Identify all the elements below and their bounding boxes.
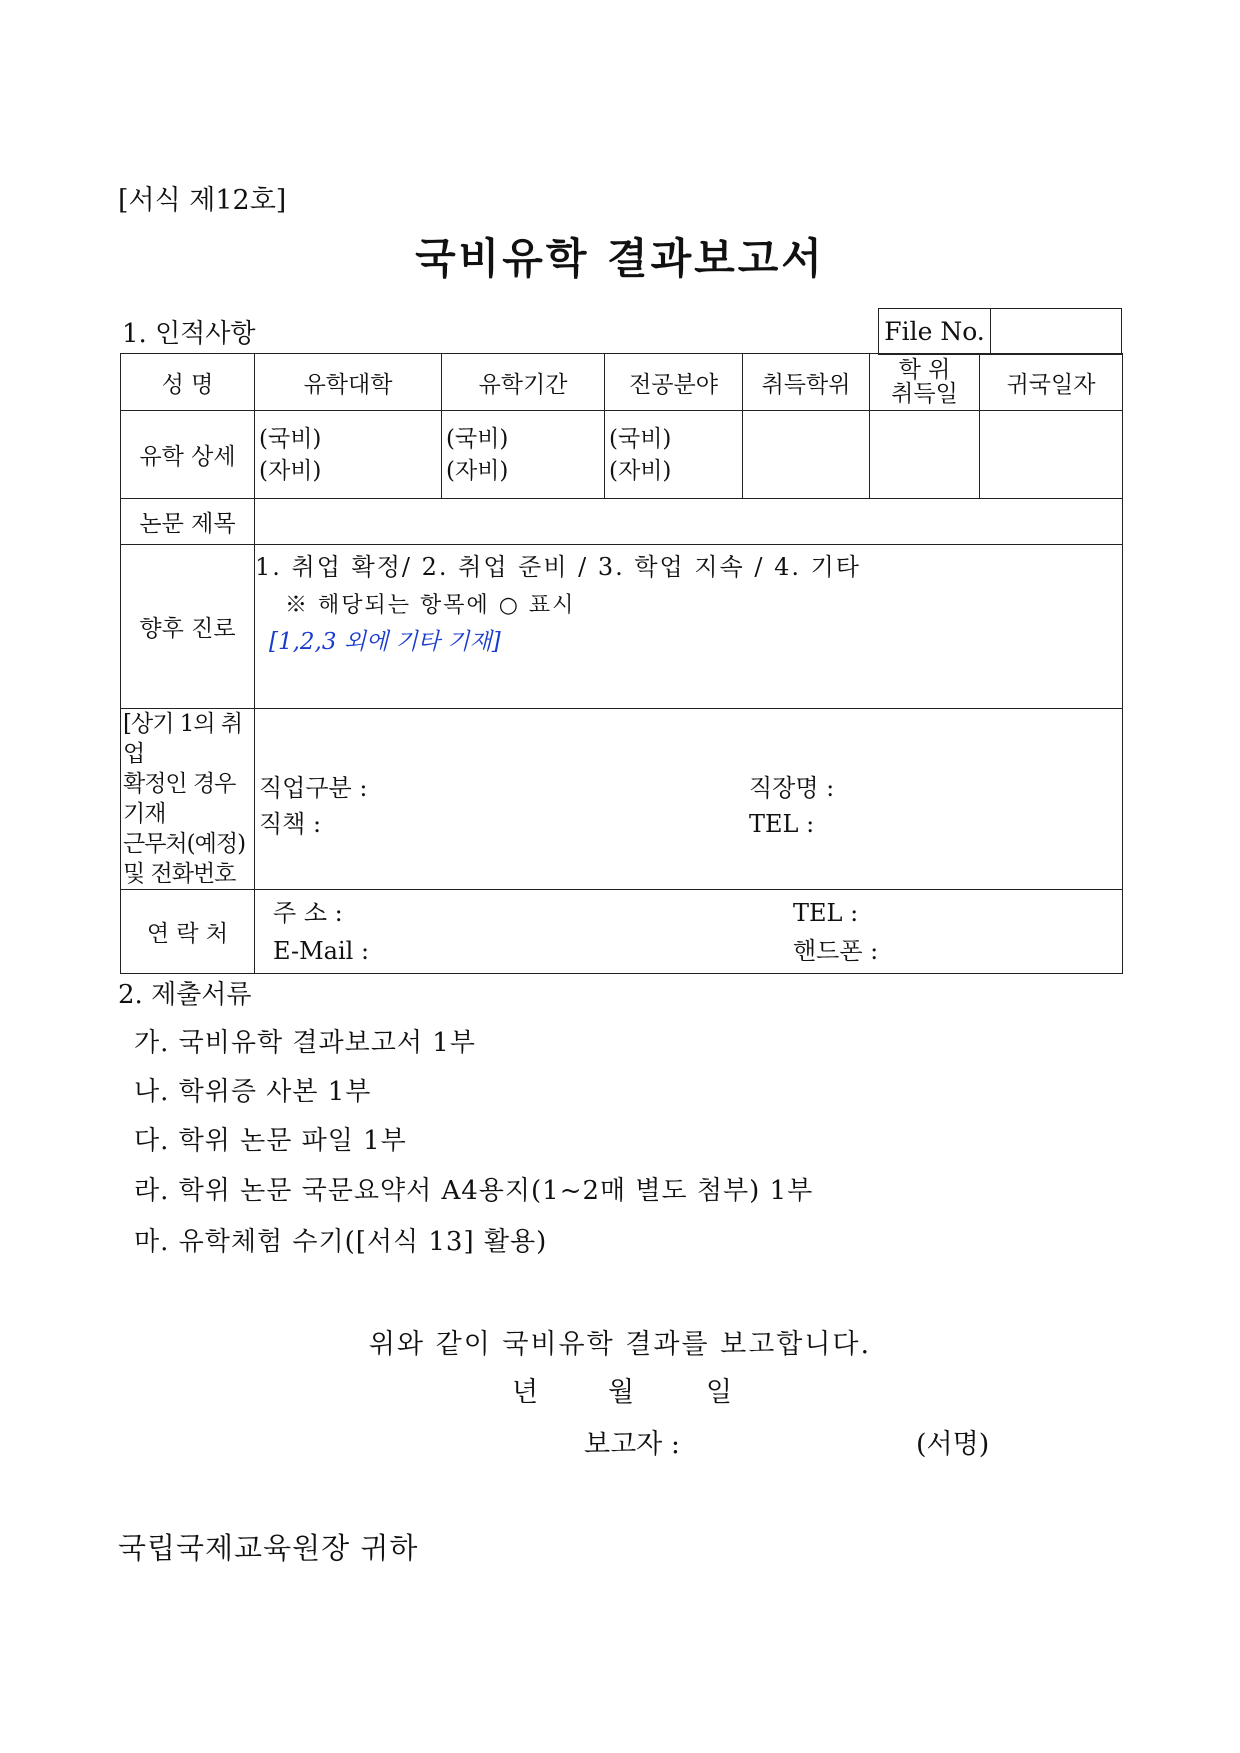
document-item-5: 마. 유학체험 수기([서식 13] 활용) (134, 1227, 548, 1257)
career-cell[interactable] (255, 545, 1123, 709)
file-no-box (878, 308, 1122, 355)
contact-cell[interactable] (255, 890, 1123, 974)
major-govt: (국비) (609, 425, 672, 452)
document-item-4: 라. 학위 논문 국문요약서 A4용지(1~2매 별도 첨부) 1부 (134, 1176, 814, 1206)
period-self: (자비) (446, 457, 509, 484)
employment-note-line3: 근무처(예정) (123, 831, 246, 857)
thesis-label: 논문 제목 (121, 499, 255, 545)
employment-note-line2: 확정인 경우 기재 (123, 771, 236, 827)
reporter-label: 보고자 : (584, 1429, 680, 1460)
thesis-row (121, 499, 1123, 545)
employment-line2 (259, 806, 1122, 842)
university-govt: (국비) (259, 425, 322, 452)
document-title: 국비유학 결과보고서 (415, 234, 825, 283)
employment-cell[interactable] (255, 709, 1123, 890)
work-tel-label: TEL : (749, 810, 815, 838)
date-year-label: 년 (512, 1377, 539, 1408)
career-options: 1. 취업 확정/ 2. 취업 준비 / 3. 학업 지속 / 4. 기타 (255, 553, 861, 581)
career-label: 향후 진로 (121, 545, 255, 709)
degree-date-cell[interactable] (870, 411, 980, 499)
file-no-value[interactable] (991, 309, 1121, 354)
date-day-label: 일 (706, 1377, 733, 1408)
employment-line1 (259, 770, 1122, 806)
detail-label: 유학 상세 (121, 411, 255, 499)
email-label: E-Mail : (273, 936, 370, 965)
form-number: [서식 제12호] (118, 185, 287, 216)
period-cell[interactable] (442, 411, 605, 499)
mobile-label: 핸드폰 : (793, 936, 879, 965)
university-cell[interactable] (255, 411, 442, 499)
university-self: (자비) (259, 457, 322, 484)
file-no-label: File No. (879, 309, 991, 354)
header-name: 성 명 (121, 354, 255, 411)
header-degree-date (870, 354, 980, 411)
header-degree-date-line1: 학 위 (898, 357, 951, 383)
contact-row (121, 890, 1123, 974)
header-university: 유학대학 (255, 354, 442, 411)
section2-heading: 2. 제출서류 (118, 980, 252, 1010)
addressee: 국립국제교육원장 귀하 (118, 1531, 419, 1565)
document-item-1: 가. 국비유학 결과보고서 1부 (134, 1028, 476, 1058)
major-self: (자비) (609, 457, 672, 484)
workplace-label: 직장명 : (749, 774, 835, 802)
contact-label: 연 락 처 (121, 890, 255, 974)
tel-label: TEL : (793, 898, 859, 927)
employment-note (121, 709, 255, 890)
address-label: 주 소 : (273, 898, 343, 927)
header-period: 유학기간 (442, 354, 605, 411)
period-govt: (국비) (446, 425, 509, 452)
date-month-label: 월 (608, 1377, 635, 1408)
section1-heading: 1. 인적사항 (122, 319, 256, 349)
return-date-cell[interactable] (980, 411, 1123, 499)
thesis-title-cell[interactable] (255, 499, 1123, 545)
signature-label: (서명) (916, 1429, 990, 1460)
career-note: ※ 해당되는 항목에 ○ 표시 (285, 593, 576, 618)
header-degree-date-line2: 취득일 (891, 381, 958, 407)
contact-line1 (273, 894, 1122, 932)
degree-cell[interactable] (743, 411, 870, 499)
header-return-date: 귀국일자 (980, 354, 1123, 411)
personal-info-table (120, 353, 1123, 974)
employment-note-line1: [상기 1의 취업 (123, 711, 243, 767)
career-hint: [1,2,3 외에 기타 기재] (269, 629, 501, 655)
header-degree: 취득학위 (743, 354, 870, 411)
detail-row (121, 411, 1123, 499)
major-cell[interactable] (605, 411, 743, 499)
header-major: 전공분야 (605, 354, 743, 411)
document-item-2: 나. 학위증 사본 1부 (134, 1077, 372, 1107)
employment-row (121, 709, 1123, 890)
document-item-3: 다. 학위 논문 파일 1부 (134, 1126, 407, 1156)
closing-statement: 위와 같이 국비유학 결과를 보고합니다. (368, 1329, 872, 1360)
position-label: 직책 : (259, 810, 322, 838)
career-row (121, 545, 1123, 709)
job-category-label: 직업구분 : (259, 774, 368, 802)
contact-line2 (273, 932, 1122, 970)
employment-note-line4: 및 전화번호 (123, 861, 236, 887)
header-row (121, 354, 1123, 411)
